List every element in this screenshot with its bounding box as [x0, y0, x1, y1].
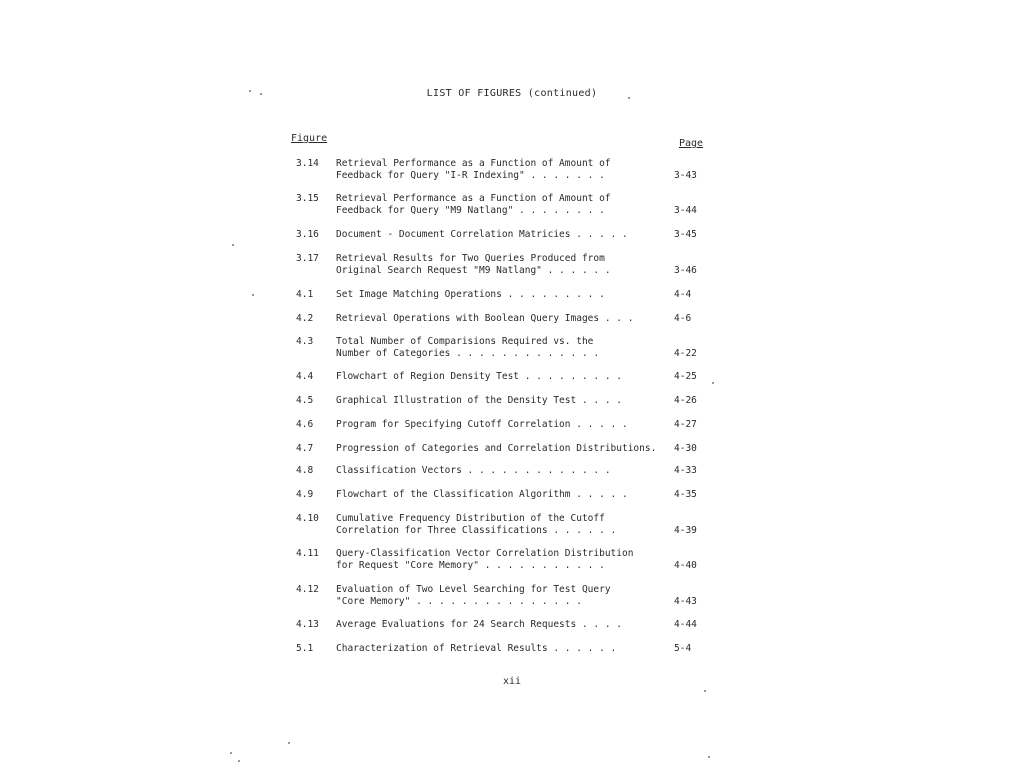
figure-page-number: 3-44 [674, 205, 697, 216]
caption-line: Characterization of Retrieval Results . . . . . . [336, 643, 617, 654]
figure-page-number: 4-22 [674, 348, 697, 359]
figure-caption [336, 419, 666, 431]
figure-number: 3.15 [296, 193, 319, 204]
scan-speck [712, 382, 714, 384]
caption-line: for Request "Core Memory" . . . . . . . . . . . [336, 560, 605, 571]
caption-line: Program for Specifying Cutoff Correlation . . . . . [336, 419, 628, 430]
figure-page-number: 4-4 [674, 289, 692, 300]
figure-caption [336, 489, 666, 501]
figure-number: 4.6 [296, 419, 314, 430]
figure-caption [336, 289, 666, 301]
figure-caption [336, 465, 666, 477]
figure-number: 3.14 [296, 158, 319, 169]
figure-number: 4.3 [296, 336, 314, 347]
figure-caption [336, 619, 666, 631]
caption-line: Correlation for Three Classifications . . . . . . [336, 525, 617, 536]
scan-speck [288, 742, 290, 744]
caption-line: Progression of Categories and Correlation Distributions. [336, 443, 657, 454]
figure-caption [336, 193, 666, 217]
caption-line: Set Image Matching Operations . . . . . . . . . [336, 289, 605, 300]
scan-speck [232, 244, 234, 246]
caption-line: Retrieval Performance as a Function of Amount of [336, 193, 611, 204]
scan-speck [704, 690, 706, 692]
scan-speck [708, 756, 710, 758]
figure-number: 4.12 [296, 584, 319, 595]
figure-number: 4.8 [296, 465, 314, 476]
caption-line: Original Search Request "M9 Natlang" . . . . . . [336, 265, 611, 276]
caption-line: Cumulative Frequency Distribution of the Cutoff [336, 513, 605, 524]
scan-speck [628, 97, 630, 99]
caption-line: Retrieval Operations with Boolean Query Images . . . [336, 313, 634, 324]
caption-line: Query-Classification Vector Correlation Distribution [336, 548, 634, 559]
figure-caption [336, 253, 666, 277]
figure-page-number: 4-33 [674, 465, 697, 476]
scan-speck [230, 752, 232, 754]
caption-line: Flowchart of the Classification Algorithm . . . . . [336, 489, 628, 500]
figure-number: 4.5 [296, 395, 314, 406]
caption-line: Flowchart of Region Density Test . . . . . . . . . [336, 371, 622, 382]
figure-caption [336, 313, 666, 325]
figure-caption [336, 395, 666, 407]
scan-speck [238, 760, 240, 762]
scan-speck [249, 90, 251, 92]
figure-page-number: 4-27 [674, 419, 697, 430]
scan-speck [252, 294, 254, 296]
figure-number: 4.2 [296, 313, 314, 324]
figure-column-header: Figure [291, 133, 328, 144]
caption-line: Number of Categories . . . . . . . . . . . . . [336, 348, 600, 359]
caption-line: Classification Vectors . . . . . . . . . . . . . [336, 465, 611, 476]
figure-page-number: 4-25 [674, 371, 697, 382]
figure-number: 3.16 [296, 229, 319, 240]
caption-line: Retrieval Performance as a Function of Amount of [336, 158, 611, 169]
figure-caption [336, 229, 666, 241]
figure-page-number: 4-30 [674, 443, 697, 454]
figure-caption [336, 158, 666, 182]
figure-page-number: 5-4 [674, 643, 692, 654]
caption-line: Feedback for Query "M9 Natlang" . . . . . . . . [336, 205, 605, 216]
figure-caption [336, 371, 666, 383]
figure-page-number: 4-44 [674, 619, 697, 630]
figure-caption [336, 336, 666, 360]
figure-page-number: 4-35 [674, 489, 697, 500]
caption-line: Evaluation of Two Level Searching for Test Query [336, 584, 611, 595]
figure-number: 4.13 [296, 619, 319, 630]
figure-page-number: 3-46 [674, 265, 697, 276]
figure-number: 3.17 [296, 253, 319, 264]
page-number: xii [502, 676, 522, 687]
figure-page-number: 4-43 [674, 596, 697, 607]
figure-number: 4.7 [296, 443, 314, 454]
figure-number: 4.9 [296, 489, 314, 500]
figure-number: 4.4 [296, 371, 314, 382]
caption-line: Average Evaluations for 24 Search Requests . . . . [336, 619, 622, 630]
figure-page-number: 3-43 [674, 170, 697, 181]
caption-line: Graphical Illustration of the Density Test . . . . [336, 395, 622, 406]
caption-line: Retrieval Results for Two Queries Produced from [336, 253, 605, 264]
figure-caption [336, 584, 666, 608]
figure-number: 4.11 [296, 548, 319, 559]
caption-line: Feedback for Query "I-R Indexing" . . . . . . . [336, 170, 605, 181]
figure-number: 4.10 [296, 513, 319, 524]
figure-number: 5.1 [296, 643, 314, 654]
caption-line: Document - Document Correlation Matricies . . . . . [336, 229, 628, 240]
figure-page-number: 4-40 [674, 560, 697, 571]
caption-line: Total Number of Comparisions Required vs. the [336, 336, 594, 347]
figure-caption [336, 643, 666, 655]
figure-caption [336, 513, 666, 537]
page-title: LIST OF FIGURES (continued) [426, 88, 598, 99]
figure-page-number: 4-26 [674, 395, 697, 406]
scan-speck [260, 93, 262, 95]
caption-line: "Core Memory" . . . . . . . . . . . . . . . [336, 596, 582, 607]
figure-page-number: 4-39 [674, 525, 697, 536]
page-column-header: Page [679, 138, 704, 149]
figure-number: 4.1 [296, 289, 314, 300]
figure-page-number: 4-6 [674, 313, 692, 324]
figure-caption [336, 548, 666, 572]
figure-caption [336, 443, 666, 455]
figure-page-number: 3-45 [674, 229, 697, 240]
